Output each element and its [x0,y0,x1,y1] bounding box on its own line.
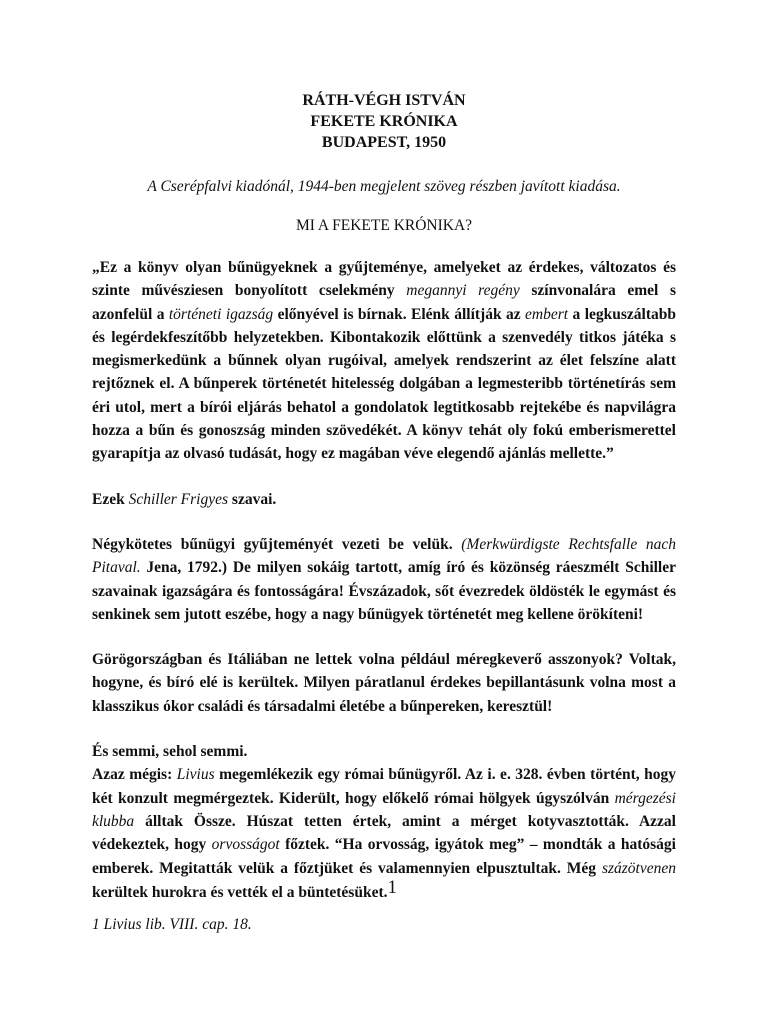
italic-run: Schiller Frigyes [128,490,229,508]
text-run: álltak Össze. Húszat tetten értek, amint a mérget kotyvasztották. Azzal védekeztek, hogy [92,812,676,854]
greece-paragraph: Görögországban és Itáliában ne lettek volna például méregkeverő asszonyok? Voltak, hogyne, és bíró elé is kerültek. Milyen páratlanul érdekes bepillantásunk volna most a klasszikus ókor családi és társadalmi életébe a bűnpereken, keresztül! [92,651,676,715]
text-run: előnyével is bírnak. Elénk állítják az [273,305,526,323]
footnote-reference[interactable]: 1 [387,876,397,898]
chapter-title: MI A FEKETE KRÓNIKA? [295,217,473,234]
document-page [92,90,676,935]
collection-paragraph [92,533,676,626]
italic-run: (Merkwürdigste Rechtsfalle nach Pitaval. [92,535,676,577]
text-run: színvonalára emel s azonfelül a [92,282,676,323]
italic-run: százötvenen [601,859,676,877]
schiller-attribution-paragraph [92,488,676,511]
italic-run: mérgezési klubba [92,789,676,830]
text-run: a legkuszáltabb és legérdekfeszítőbb helyzetekben. Kibontakozik előttünk a szenvedély titkos játéka s megismerkedünk a bűnnek olyan rugóival, amelyek rendszerint az élet felszíne alatt rejtőznek el. A bűnperek történetét hitelesség dolgában a legmesteribb történetírás sem éri utol, mert a bírói eljárás behatol a gondolatok legtitkosabb rejtekébe és napvilágra hozza a bűn és gonoszság minden szövedékét. A könyv tehát oly fokú emberismerettel gyarapítja az olvasó tudását, hogy ez magában véve elegendő ajánlás mellette.” [92,305,676,463]
text-run: Négykötetes bűnügyi gyűjteményét vezeti be velük. [92,535,462,553]
italic-run: Livius [176,766,215,784]
italic-run: történeti igazság [168,305,274,323]
book-title: FEKETE KRÓNIKA [310,113,458,130]
footnote: 1 Livius lib. VIII. cap. 18. [92,916,252,934]
nothing-paragraph: És semmi, sehol semmi. [92,743,248,761]
italic-run: embert [525,305,569,323]
text-run: „Ez a könyv olyan bűnügyeknek a gyűjteménye, amelyeket az érdekes, változatos és szinte művésziesen bonyolított cselekmény [92,259,676,300]
text-run: főztek. “Ha orvosság, igyátok meg” – mondták a hatósági emberek. Megitatták velük a főztjüket és valamennyien elpusztultak. Még [92,836,676,877]
text-run: Azaz mégis: [92,766,177,784]
italic-run: megannyi regény [406,282,520,300]
text-run: megemlékezik egy római bűnügyről. Az i. e. 328. évben történt, hogy két konzult megmérgeztek. Kiderült, hogy előkelő római hölgyek úgyszólván [92,766,677,807]
text-run: Jena, 1792.) De milyen sokáig tartott, amíg író és közönség ráeszmélt Schiller szavainak igazságára és fontosságára! Évszázadok, sőt évezredek öldösték le egymást és senkinek sem jutott eszébe, hogy a nagy bűnügyek történetét meg kellene örökíteni! [92,559,676,623]
text-run: kerültek hurokra és vették el a büntetésüket. [92,883,388,901]
livius-paragraph [92,763,676,904]
author-name: RÁTH-VÉGH ISTVÁN [302,92,466,109]
place-year: BUDAPEST, 1950 [321,134,447,151]
text-run: Ezek [92,490,129,508]
edition-note: A Cserépfalvi kiadónál, 1944-ben megjelent szöveg részben javított kiadása. [147,178,621,195]
schiller-quote-paragraph [92,256,676,466]
title-block [92,90,676,153]
text-run: szavai. [228,490,277,508]
italic-run: orvosságot [211,836,280,854]
